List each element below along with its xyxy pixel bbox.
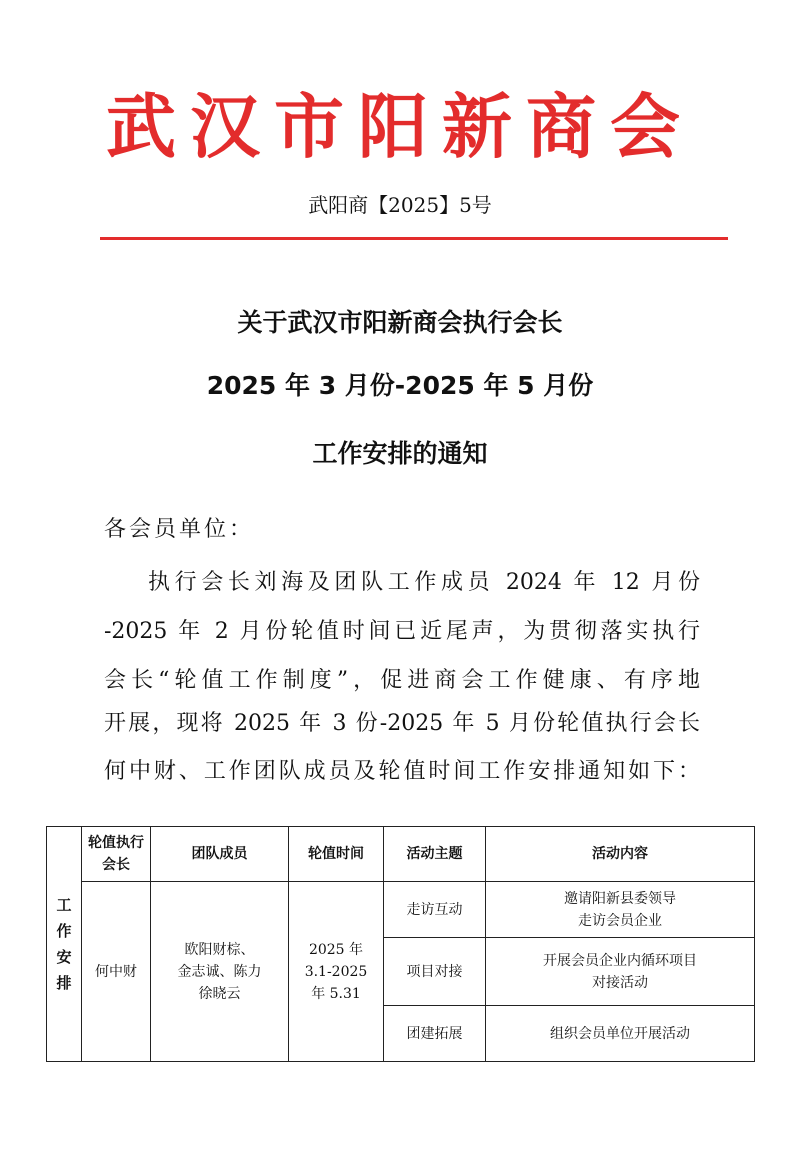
header-theme: 活动主题 xyxy=(384,827,486,882)
title-line-2: 2025 年 3 月份-2025 年 5 月份 xyxy=(206,371,594,400)
body-line-4: 开展，现将 2025 年 3 份-2025 年 5 月份轮值执行会长 xyxy=(104,711,700,736)
row-header-cell xyxy=(47,827,82,1062)
body-line-2: -2025 年 2 月份轮值时间已近尾声，为贯彻落实执行 xyxy=(104,619,700,644)
exec-name-cell: 何中财 xyxy=(82,882,151,1062)
body-line-1: 执行会长刘海及团队工作成员 2024 年 12 月份 xyxy=(148,570,700,595)
team-members-cell: 欧阳财棕、 金志诚、陈力 徐晓云 xyxy=(151,882,289,1062)
header-exec: 轮值执行会长 xyxy=(82,827,151,882)
header-time: 轮值时间 xyxy=(289,827,384,882)
activity-content-cell: 开展会员企业内循环项目 对接活动 xyxy=(486,938,755,1006)
activity-theme-cell: 团建拓展 xyxy=(384,1006,486,1062)
row-header-label: 工作安排 xyxy=(56,896,72,992)
title-line-1: 关于武汉市阳新商会执行会长 xyxy=(237,308,563,337)
schedule-table xyxy=(46,826,755,1062)
rotation-time-cell: 2025 年 3.1-2025 年 5.31 xyxy=(289,882,384,1062)
table-header-row xyxy=(47,827,755,882)
red-divider xyxy=(100,237,728,240)
header-content: 活动内容 xyxy=(486,827,755,882)
body-line-5: 何中财、工作团队成员及轮值时间工作安排通知如下： xyxy=(104,759,700,784)
salutation: 各会员单位： xyxy=(104,517,255,542)
title-line-3: 工作安排的通知 xyxy=(312,439,488,468)
activity-theme-cell: 项目对接 xyxy=(384,938,486,1006)
activity-theme-cell: 走访互动 xyxy=(384,882,486,938)
body-line-3: 会长“轮值工作制度”，促进商会工作健康、有序地 xyxy=(104,668,700,693)
org-name-header: 武汉市阳新商会 xyxy=(106,86,694,168)
activity-content-cell: 邀请阳新县委领导 走访会员企业 xyxy=(486,882,755,938)
header-team: 团队成员 xyxy=(151,827,289,882)
table-row xyxy=(47,882,755,938)
document-number: 武阳商【2025】5号 xyxy=(308,193,492,217)
activity-content-cell: 组织会员单位开展活动 xyxy=(486,1006,755,1062)
